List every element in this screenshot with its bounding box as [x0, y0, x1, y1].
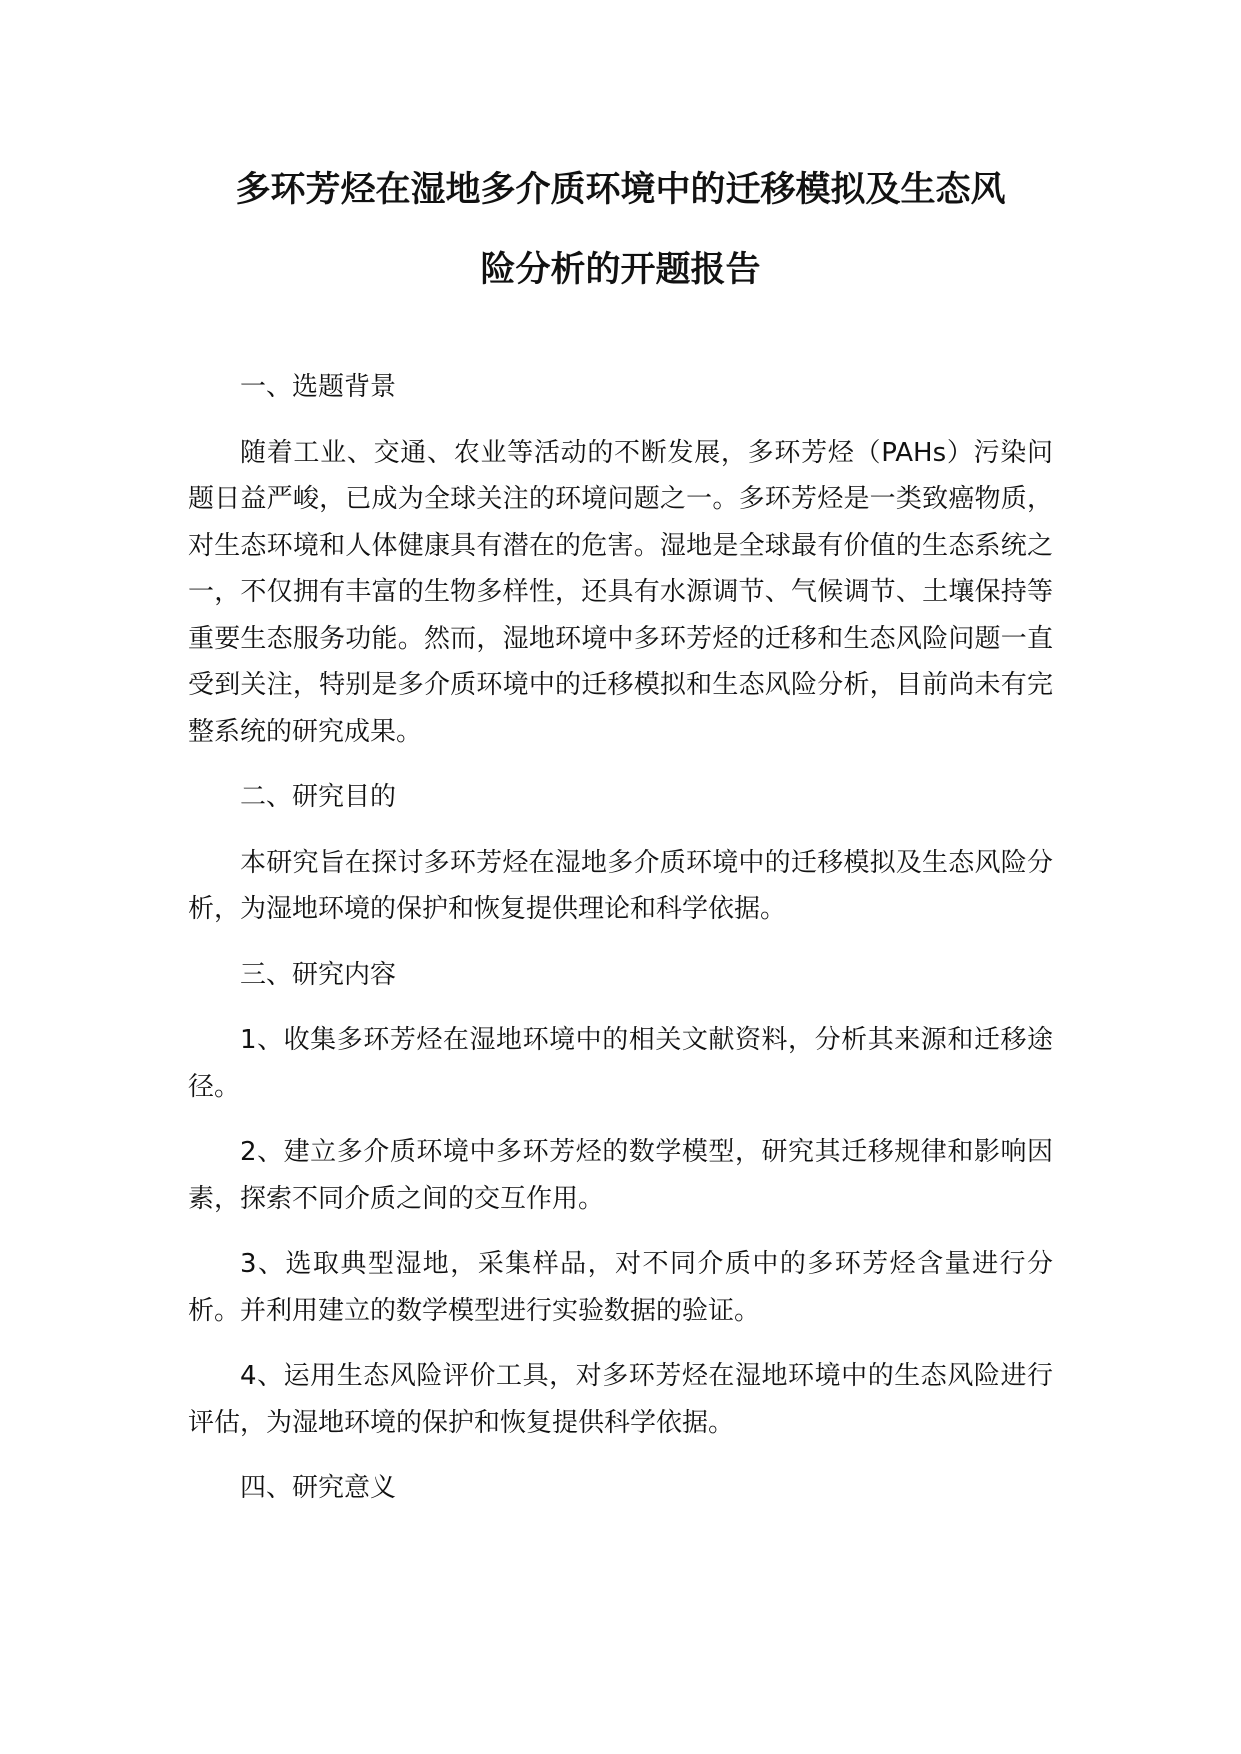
document-body: [188, 364, 1053, 1512]
section-heading-background: 一、选题背景: [240, 372, 397, 402]
section-heading-significance: 四、研究意义: [240, 1473, 397, 1503]
paragraph-background: 随着工业、交通、农业等活动的不断发展，多环芳烃（PAHs）污染问题日益严峻，已成为全球关注的环境问题之一。多环芳烃是一类致癌物质，对生态环境和人体健康具有潜在的危害。湿地是全球最有价值的生态系统之一，不仅拥有丰富的生物多样性，还具有水源调节、气候调节、土壤保持等重要生态服务功能。然而，湿地环境中多环芳烃的迁移和生态风险问题一直受到关注，特别是多介质环境中的迁移模拟和生态风险分析，目前尚未有完整系统的研究成果。: [188, 437, 1053, 747]
title-line-2: 险分析的开题报告: [480, 250, 761, 290]
paragraph-purpose: 本研究旨在探讨多环芳烃在湿地多介质环境中的迁移模拟及生态风险分析，为湿地环境的保护和恢复提供理论和科学依据。: [188, 847, 1053, 924]
section-heading-purpose: 二、研究目的: [240, 782, 397, 812]
paragraph-content-1: 1、收集多环芳烃在湿地环境中的相关文献资料，分析其来源和迁移途径。: [188, 1025, 1053, 1102]
title-line-1: 多环芳烃在湿地多介质环境中的迁移模拟及生态风: [235, 170, 1006, 210]
document-title: [188, 150, 1053, 310]
paragraph-content-2: 2、建立多介质环境中多环芳烃的数学模型，研究其迁移规律和影响因素，探索不同介质之间的交互作用。: [188, 1137, 1053, 1214]
section-heading-content: 三、研究内容: [240, 959, 397, 990]
paragraph-content-3: 3、选取典型湿地，采集样品，对不同介质中的多环芳烃含量进行分析。并利用建立的数学模型进行实验数据的验证。: [188, 1249, 1053, 1326]
paragraph-content-4: 4、运用生态风险评价工具，对多环芳烃在湿地环境中的生态风险进行评估，为湿地环境的保护和恢复提供科学依据。: [188, 1361, 1053, 1438]
document-page: [188, 150, 1053, 1531]
